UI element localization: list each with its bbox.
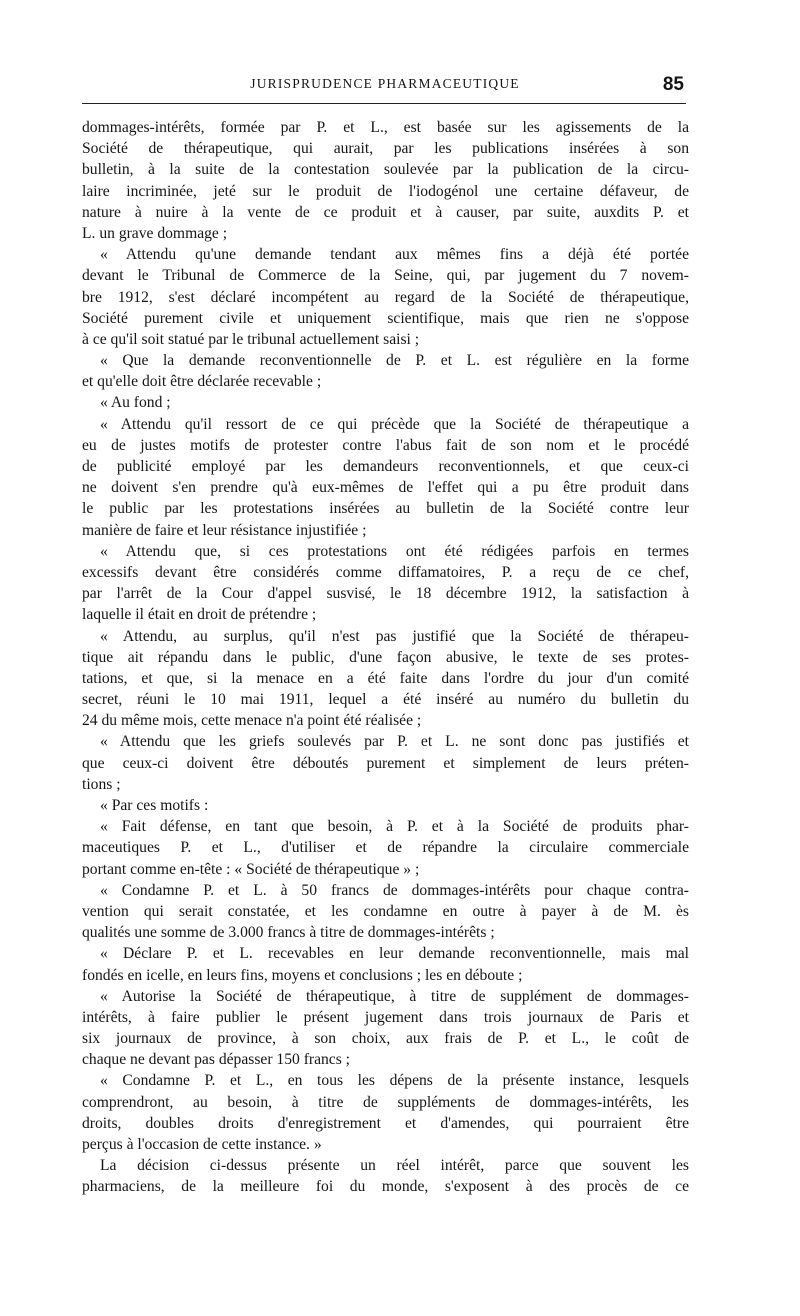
text-line: que ceux-ci doivent être déboutés purement et simplement de leurs préten- [82, 754, 689, 772]
text-line: à ce qu'il soit statué par le tribunal actuellement saisi ; [82, 330, 420, 348]
text-line: L. un grave dommage ; [82, 224, 228, 242]
text-line: de publicité employé par les demandeurs reconventionnels, et que ceux-ci [82, 458, 689, 475]
text-line: « Condamne P. et L. à 50 francs de dommages-intérêts pour chaque contra- [100, 881, 689, 899]
text-line: maceutiques P. et L., d'utiliser et de répandre la circulaire commerciale [82, 839, 689, 857]
text-line: secret, réuni le 10 mai 1911, lequel a été inséré au numéro du bulletin du [82, 691, 689, 709]
text-line: « Attendu qu'une demande tendant aux mêmes fins a déjà été portée [100, 246, 689, 264]
text-line: « Attendu que les griefs soulevés par P. et L. ne sont donc pas justifiés et [100, 733, 689, 751]
text-line: « Condamne P. et L., en tous les dépens de la présente instance, lesquels [100, 1072, 689, 1090]
text-line: Société de thérapeutique, qui aurait, par les publications insérées à son [82, 140, 689, 158]
text-line: bre 1912, s'est déclaré incompétent au regard de la Société de thérapeutique, [82, 288, 689, 306]
text-line: portant comme en-tête : « Société de thérapeutique » ; [82, 860, 420, 878]
text-line: six journaux de province, à son choix, aux frais de P. et L., le coût de [82, 1030, 689, 1048]
text-line: et qu'elle doit être déclarée recevable ; [82, 373, 322, 391]
text-line: dommages-intérêts, formée par P. et L., est basée sur les agissements de la [82, 119, 689, 136]
text-line: pharmaciens, de la meilleure foi du monde, s'exposent à des procès de ce [82, 1178, 689, 1196]
text-line: 24 du même mois, cette menace n'a point été réalisée ; [82, 712, 422, 730]
text-line: ne doivent s'en prendre qu'à eux-mêmes de l'effet qui a pu être produit dans [82, 479, 689, 497]
text-line: « Déclare P. et L. recevables en leur demande reconventionnelle, mais mal [100, 945, 689, 963]
text-line: laquelle il était en droit de prétendre ; [82, 606, 317, 624]
text-line: vention qui serait constatée, et les condamne en outre à payer à de M. ès [82, 902, 689, 920]
text-line: eu de justes motifs de protester contre l'abus fait de son nom et le procédé [82, 436, 689, 454]
page-number: 85 [662, 74, 684, 95]
text-line: tique ait répandu dans le public, d'une façon abusive, le texte de ses protes- [82, 648, 689, 666]
text-line: tations, et que, si la menace en a été faite dans l'ordre du jour d'un comité [82, 669, 689, 687]
text-line: perçus à l'occasion de cette instance. » [82, 1136, 322, 1153]
text-line: nature à nuire à la vente de ce produit et à causer, par suite, auxdits P. et [82, 203, 689, 221]
text-line: comprendront, au besoin, à titre de suppléments de dommages-intérêts, les [82, 1093, 689, 1111]
body-text [82, 117, 689, 1198]
text-line: « Par ces motifs : [100, 797, 209, 814]
text-line: « Que la demande reconventionnelle de P. et L. est régulière en la forme [100, 352, 689, 370]
text-line: intérêts, à faire publier le présent jugement dans trois journaux de Paris et [82, 1008, 689, 1026]
running-head [82, 74, 688, 98]
text-line: excessifs devant être considérés comme diffamatoires, P. a reçu de ce chef, [82, 563, 689, 581]
header-rule [82, 103, 686, 104]
text-line: le public par les protestations insérées au bulletin de la Société contre leur [82, 500, 689, 518]
text-line: « Attendu que, si ces protestations ont été rédigées parfois en termes [100, 542, 689, 560]
text-line: tions ; [82, 775, 121, 793]
text-line: « Fait défense, en tant que besoin, à P. et à la Société de produits phar- [100, 818, 689, 836]
text-line: manière de faire et leur résistance injustifiée ; [82, 521, 367, 539]
text-line: chaque ne devant pas dépasser 150 francs ; [82, 1051, 351, 1069]
text-line: laire incriminée, jeté sur le produit de l'iodogénol une certaine défaveur, de [82, 182, 689, 200]
running-head-title: JURISPRUDENCE PHARMACEUTIQUE [250, 76, 520, 91]
text-line: fondés en icelle, en leurs fins, moyens et conclusions ; les en déboute ; [82, 966, 523, 984]
text-line: « Autorise la Société de thérapeutique, à titre de supplément de dommages- [100, 987, 689, 1005]
text-line: qualités une somme de 3.000 francs à titre de dommages-intérêts ; [82, 924, 495, 942]
text-line: « Attendu, au surplus, qu'il n'est pas justifié que la Société de thérapeu- [100, 627, 689, 645]
text-line: droits, doubles droits d'enregistrement et d'amendes, qui pourraient être [82, 1114, 689, 1132]
text-line: Société purement civile et uniquement scientifique, mais que rien ne s'oppose [82, 309, 689, 327]
text-line: bulletin, à la suite de la contestation soulevée par la publication de la circu- [82, 161, 689, 179]
text-line: « Au fond ; [100, 394, 171, 412]
text-line: « Attendu qu'il ressort de ce qui précède que la Société de thérapeutique a [100, 415, 689, 433]
text-line: devant le Tribunal de Commerce de la Seine, qui, par jugement du 7 novem- [82, 267, 689, 285]
text-line: La décision ci-dessus présente un réel intérêt, parce que souvent les [100, 1157, 689, 1175]
text-line: par l'arrêt de la Cour d'appel susvisé, le 18 décembre 1912, la satisfaction à [82, 585, 689, 603]
